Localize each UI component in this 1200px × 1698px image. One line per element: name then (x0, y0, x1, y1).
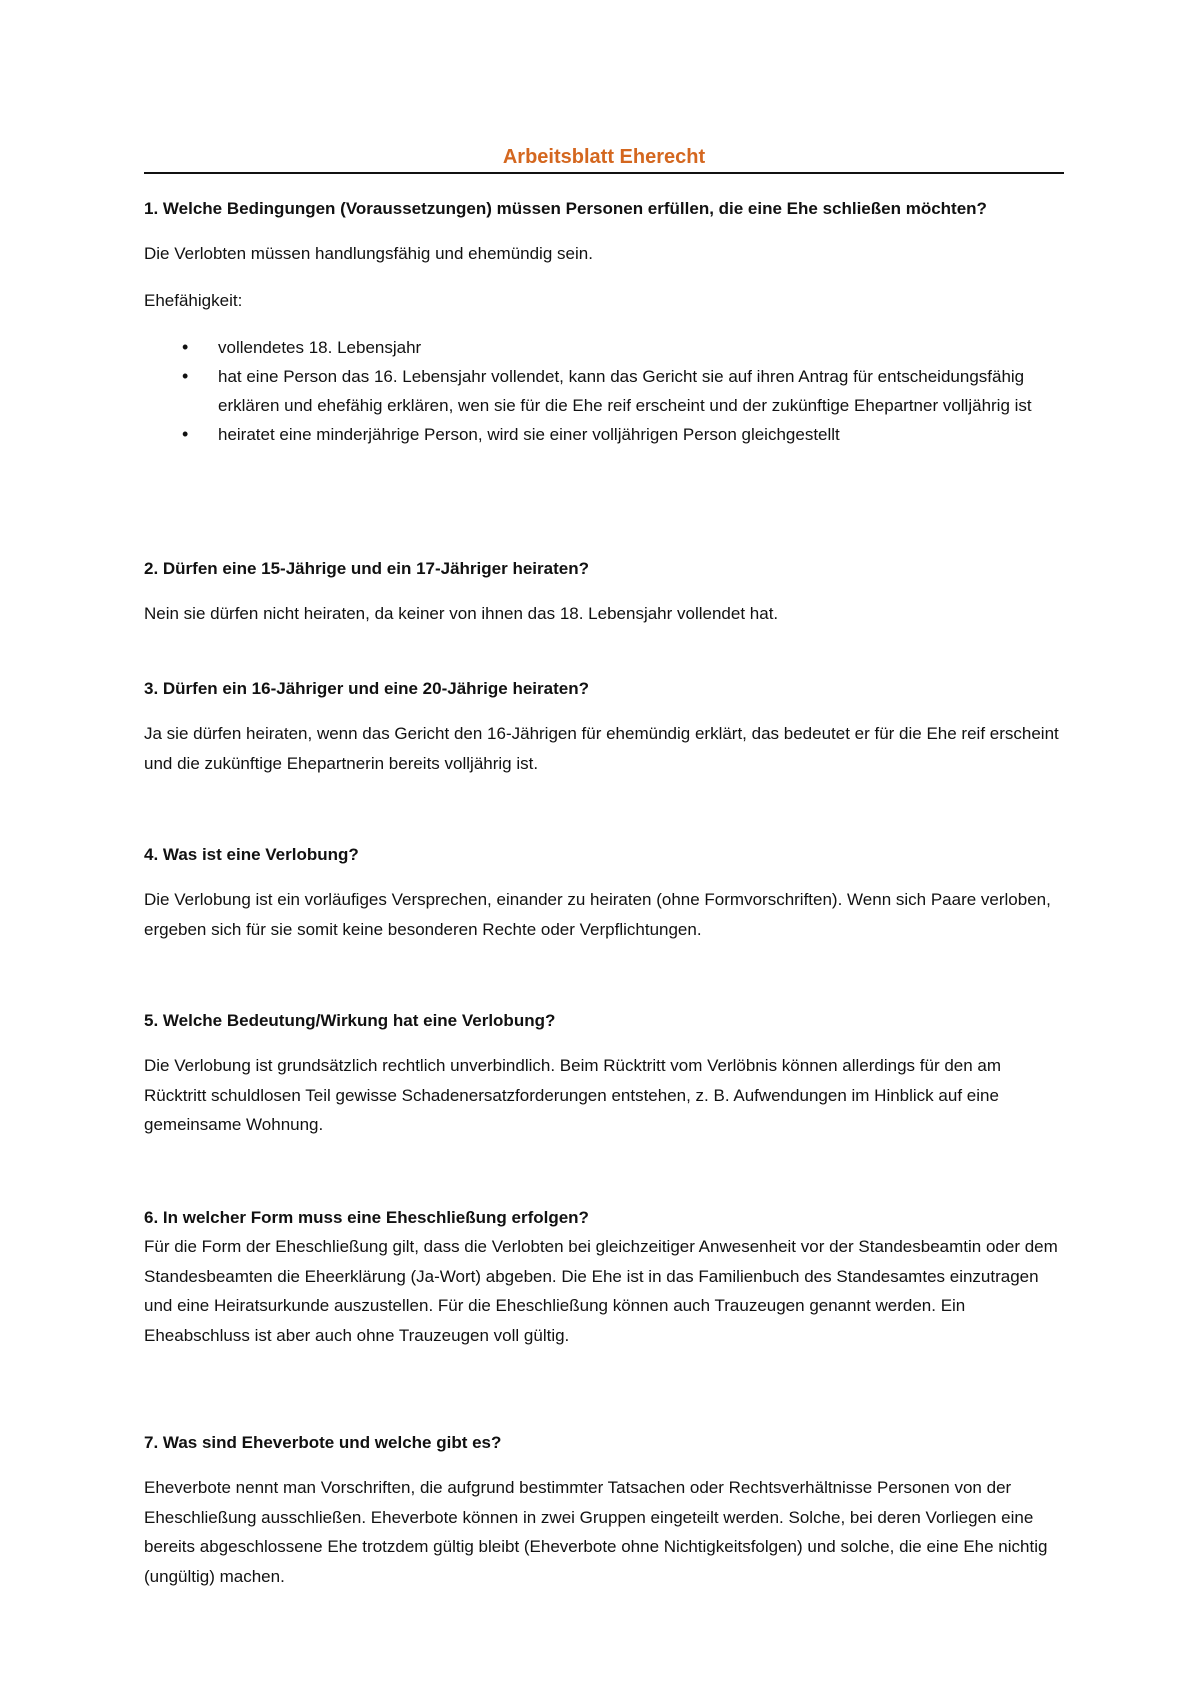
answer-5: Die Verlobung ist grundsätzlich rechtlich unverbindlich. Beim Rücktritt vom Verlöbnis können allerdings für den am Rücktritt schuldlosen Teil gewisse Schadenersatzforderungen entstehen, z. B. Aufwendungen im Hinblick auf eine gemeinsame Wohnung. (144, 1056, 1002, 1134)
section-2 (144, 554, 1064, 629)
question-7: 7. Was sind Eheverbote und welche gibt es? (144, 1433, 502, 1452)
bullet-item (144, 333, 1064, 362)
question-2: 2. Dürfen eine 15-Jährige und ein 17-Jähriger heiraten? (144, 559, 589, 578)
page-title: Arbeitsblatt Eherecht (502, 146, 706, 168)
section-6 (144, 1203, 1064, 1350)
answer-3: Ja sie dürfen heiraten, wenn das Gericht den 16-Jährigen für ehemündig erklärt, das bedeutet er für die Ehe reif erscheint und die zukünftige Ehepartnerin bereits volljährig ist. (144, 724, 1059, 773)
title-divider (144, 172, 1064, 174)
bullet-icon: • (182, 337, 189, 357)
section-7 (144, 1428, 1064, 1591)
bullet-text: heiratet eine minderjährige Person, wird sie einer volljährigen Person gleichgestellt (218, 425, 840, 444)
document-page (144, 0, 1064, 1698)
bullet-item (144, 362, 1064, 420)
bullet-icon: • (182, 424, 189, 444)
answer-4: Die Verlobung ist ein vorläufiges Versprechen, einander zu heiraten (ohne Formvorschriften). Wenn sich Paare verloben, ergeben sich für sie somit keine besonderen Rechte oder Verpflichtungen. (144, 890, 1051, 939)
question-4: 4. Was ist eine Verlobung? (144, 845, 359, 864)
answer-7: Eheverbote nennt man Vorschriften, die aufgrund bestimmter Tatsachen oder Rechtsverhältnisse Personen von der Eheschließung ausschließen. Eheverbote können in zwei Gruppen eingeteilt werden. Solche, bei deren Vorliegen eine bereits abgeschlossene Ehe trotzdem gültig bleibt (Eheverbote ohne Nichtigkeitsfolgen) und solche, die eine Ehe nichtig (ungültig) machen. (144, 1478, 1048, 1586)
answer-2: Nein sie dürfen nicht heiraten, da keiner von ihnen das 18. Lebensjahr vollendet hat. (144, 604, 779, 623)
question-1: 1. Welche Bedingungen (Voraussetzungen) müssen Personen erfüllen, die eine Ehe schließen möchten? (144, 199, 987, 218)
question-6: 6. In welcher Form muss eine Eheschließung erfolgen? (144, 1208, 589, 1227)
bullet-text: hat eine Person das 16. Lebensjahr vollendet, kann das Gericht sie auf ihren Antrag für entscheidungsfähig erklären und ehefähig erklären, wen sie für die Ehe reif erscheint und der zukünftige Ehepartner volljährig ist (218, 367, 1032, 415)
answer-6: Für die Form der Eheschließung gilt, dass die Verlobten bei gleichzeitiger Anwesenheit vor der Standesbeamtin oder dem Standesbeamten die Eheerklärung (Ja-Wort) abgeben. Die Ehe ist in das Familienbuch des Standesamtes einzutragen und eine Heiratsurkunde auszustellen. Für die Eheschließung können auch Trauzeugen genannt werden. Ein Eheabschluss ist aber auch ohne Trauzeugen voll gültig. (144, 1237, 1058, 1345)
answer-1: Die Verlobten müssen handlungsfähig und ehemündig sein. (144, 244, 593, 263)
question-3: 3. Dürfen ein 16-Jähriger und eine 20-Jährige heiraten? (144, 679, 589, 698)
section-1 (144, 194, 1064, 449)
question-5: 5. Welche Bedeutung/Wirkung hat eine Verlobung? (144, 1011, 556, 1030)
bullet-text: vollendetes 18. Lebensjahr (218, 338, 422, 357)
bullet-list (144, 333, 1064, 449)
subheading-ehefaehigkeit: Ehefähigkeit: (144, 290, 243, 310)
bullet-icon: • (182, 366, 189, 386)
bullet-item (144, 420, 1064, 449)
section-5 (144, 1006, 1064, 1140)
section-3 (144, 674, 1064, 778)
section-4 (144, 840, 1064, 944)
